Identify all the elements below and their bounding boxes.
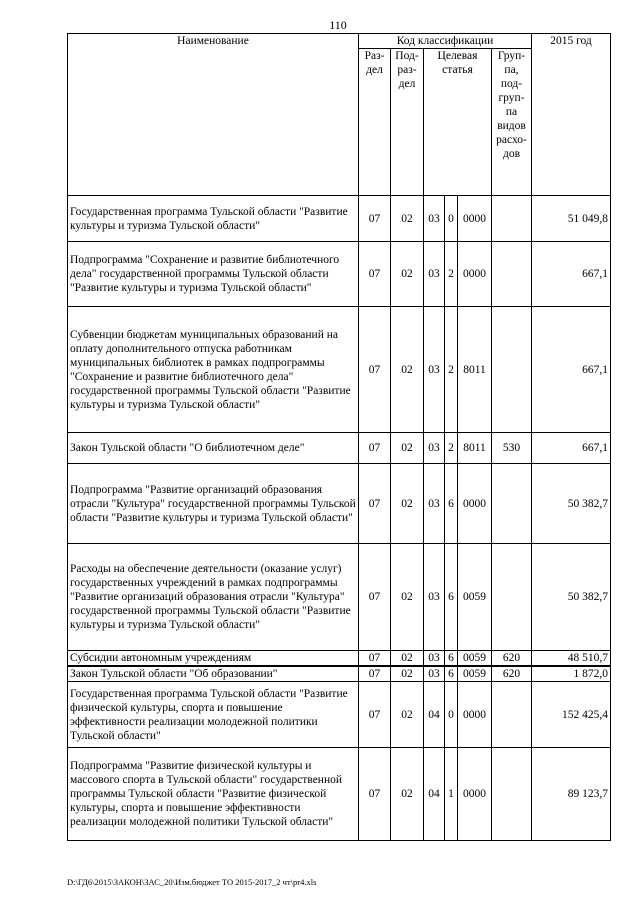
table-row <box>68 666 611 682</box>
row-podrazdel: 02 <box>391 196 424 242</box>
table-body <box>68 196 611 841</box>
row-target-program: 03 <box>424 307 445 433</box>
row-target-program: 04 <box>424 748 445 841</box>
budget-table <box>67 33 611 841</box>
row-podrazdel: 02 <box>391 307 424 433</box>
row-vid: 620 <box>492 666 532 682</box>
row-razdel: 07 <box>359 651 391 667</box>
row-target-direction: 8011 <box>458 433 492 464</box>
row-target-subprogram: 0 <box>445 196 458 242</box>
row-vid <box>492 544 532 651</box>
row-target-direction: 0000 <box>458 748 492 841</box>
row-name: Расходы на обеспечение деятельности (оказание услуг) государственных учреждений в рамках подпрограммы "Развитие организаций образования отрасли "Культура" государственной программы Тульской области "Развитие культуры и туризма Тульской области" <box>68 544 359 651</box>
file-path-footer: D:\ГД6\2015\ЗАКОН\ЗАС_20\Изм.бюджет ТО 2015-2017_2 чт\pr4.xls <box>67 877 317 887</box>
row-name: Закон Тульской области "Об образовании" <box>68 666 359 682</box>
table-row <box>68 196 611 242</box>
row-name: Государственная программа Тульской области "Развитие физической культуры, спорта и повышение эффективности реализации молодежной политики Тульской области" <box>68 682 359 748</box>
row-razdel: 07 <box>359 196 391 242</box>
row-target-direction: 0059 <box>458 666 492 682</box>
row-target-subprogram: 6 <box>445 651 458 667</box>
header-podrazdel-text: Под- раз- дел <box>395 50 419 90</box>
row-name: Закон Тульской области "О библиотечном деле" <box>68 433 359 464</box>
row-target-direction: 0000 <box>458 242 492 307</box>
row-amount: 667,1 <box>532 242 611 307</box>
row-target-subprogram: 0 <box>445 682 458 748</box>
header-vid-text: Груп- па, под- груп- па видов расхо- дов <box>496 50 527 160</box>
row-podrazdel: 02 <box>391 242 424 307</box>
row-amount: 667,1 <box>532 433 611 464</box>
row-vid <box>492 307 532 433</box>
row-target-direction: 8011 <box>458 307 492 433</box>
row-amount: 48 510,7 <box>532 651 611 667</box>
row-target-program: 03 <box>424 196 445 242</box>
row-razdel: 07 <box>359 544 391 651</box>
row-razdel: 07 <box>359 682 391 748</box>
row-target-program: 03 <box>424 433 445 464</box>
table-row <box>68 748 611 841</box>
row-amount: 667,1 <box>532 307 611 433</box>
row-podrazdel: 02 <box>391 544 424 651</box>
row-name: Субсидии автономным учреждениям <box>68 651 359 667</box>
row-target-program: 03 <box>424 464 445 544</box>
row-amount: 51 049,8 <box>532 196 611 242</box>
row-target-direction: 0059 <box>458 544 492 651</box>
header-target-text: Целевая статья <box>437 50 478 76</box>
header-podrazdel <box>391 49 424 196</box>
row-amount: 1 872,0 <box>532 666 611 682</box>
table-header <box>68 34 611 196</box>
row-razdel: 07 <box>359 748 391 841</box>
row-target-subprogram: 6 <box>445 666 458 682</box>
row-target-direction: 0000 <box>458 196 492 242</box>
row-vid: 620 <box>492 651 532 667</box>
row-amount: 50 382,7 <box>532 464 611 544</box>
row-target-subprogram: 6 <box>445 464 458 544</box>
table-row <box>68 307 611 433</box>
row-vid <box>492 464 532 544</box>
row-target-direction: 0059 <box>458 651 492 667</box>
table-row <box>68 464 611 544</box>
row-razdel: 07 <box>359 433 391 464</box>
header-razdel <box>359 49 391 196</box>
row-razdel: 07 <box>359 307 391 433</box>
row-vid: 530 <box>492 433 532 464</box>
row-vid <box>492 196 532 242</box>
row-target-program: 03 <box>424 242 445 307</box>
row-podrazdel: 02 <box>391 748 424 841</box>
row-target-subprogram: 6 <box>445 544 458 651</box>
row-target-direction: 0000 <box>458 464 492 544</box>
row-vid <box>492 682 532 748</box>
table-row <box>68 544 611 651</box>
row-podrazdel: 02 <box>391 433 424 464</box>
page-number: 110 <box>329 18 347 32</box>
row-target-program: 03 <box>424 666 445 682</box>
row-name: Подпрограмма "Сохранение и развитие библиотечного дела" государственной программы Тульской области "Развитие культуры и туризма Тульской области" <box>68 242 359 307</box>
row-name: Подпрограмма "Развитие физической культуры и массового спорта в Тульской области" государственной программы Тульской области "Развитие физической культуры, спорта и повышение эффективности реализации молодежной политики Тульской области" <box>68 748 359 841</box>
row-vid <box>492 242 532 307</box>
header-code-group: Код классификации <box>359 34 532 49</box>
row-razdel: 07 <box>359 242 391 307</box>
row-razdel: 07 <box>359 666 391 682</box>
row-podrazdel: 02 <box>391 651 424 667</box>
header-target <box>424 49 492 196</box>
header-year: 2015 год <box>532 34 611 196</box>
row-podrazdel: 02 <box>391 666 424 682</box>
row-amount: 50 382,7 <box>532 544 611 651</box>
row-podrazdel: 02 <box>391 464 424 544</box>
row-target-direction: 0000 <box>458 682 492 748</box>
row-name: Государственная программа Тульской области "Развитие культуры и туризма Тульской области" <box>68 196 359 242</box>
table-row <box>68 433 611 464</box>
row-target-program: 04 <box>424 682 445 748</box>
row-amount: 152 425,4 <box>532 682 611 748</box>
table-row <box>68 682 611 748</box>
header-razdel-text: Раз- дел <box>364 50 385 76</box>
table-row <box>68 242 611 307</box>
row-target-subprogram: 2 <box>445 242 458 307</box>
row-vid <box>492 748 532 841</box>
row-name: Подпрограмма "Развитие организаций образования отрасли "Культура" государственной программы Тульской области "Развитие культуры и туризма Тульской области" <box>68 464 359 544</box>
row-podrazdel: 02 <box>391 682 424 748</box>
row-target-program: 03 <box>424 651 445 667</box>
row-razdel: 07 <box>359 464 391 544</box>
row-target-program: 03 <box>424 544 445 651</box>
row-amount: 89 123,7 <box>532 748 611 841</box>
row-target-subprogram: 1 <box>445 748 458 841</box>
header-vid <box>492 49 532 196</box>
row-name: Субвенции бюджетам муниципальных образований на оплату дополнительного отпуска работникам муниципальных библиотек в рамках подпрограммы "Сохранение и развитие библиотечного дела" государственной программы Тульской области "Развитие культуры и туризма Тульской области" <box>68 307 359 433</box>
row-target-subprogram: 2 <box>445 307 458 433</box>
header-name: Наименование <box>68 34 359 196</box>
table-row <box>68 651 611 667</box>
row-target-subprogram: 2 <box>445 433 458 464</box>
